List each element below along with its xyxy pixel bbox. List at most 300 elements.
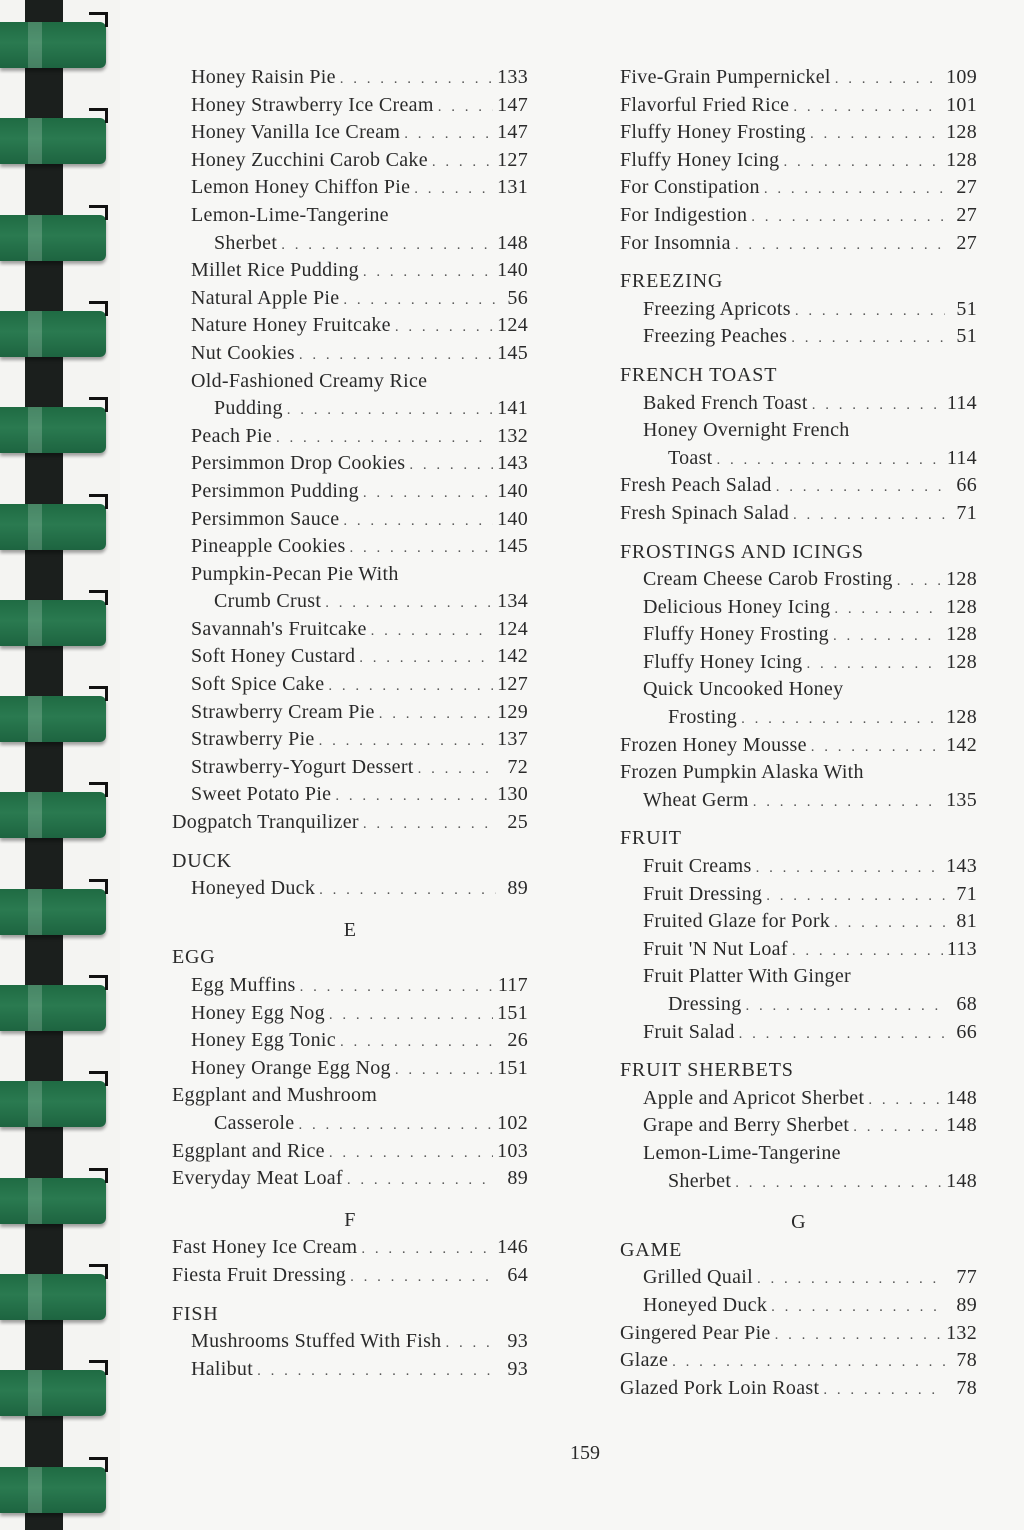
entry-title: Honey Overnight French bbox=[643, 419, 850, 442]
dot-leader bbox=[746, 993, 945, 1021]
entry-title: Honey Zucchini Carob Cake bbox=[191, 148, 428, 171]
entry-page-number: 124 bbox=[497, 314, 528, 337]
dot-leader bbox=[418, 756, 496, 784]
entry-title: Pumpkin-Pecan Pie With bbox=[191, 562, 399, 585]
entry-title: Fresh Peach Salad bbox=[620, 474, 772, 497]
entry-page-number: 135 bbox=[946, 788, 977, 811]
dot-leader bbox=[853, 1114, 942, 1142]
entry-page-number: 148 bbox=[946, 1086, 977, 1109]
index-entry bbox=[172, 809, 528, 837]
dot-leader bbox=[379, 701, 493, 729]
entry-page-number: 131 bbox=[497, 176, 528, 199]
entry-title: Nature Honey Fruitcake bbox=[191, 314, 391, 337]
entry-page-number: 77 bbox=[956, 1266, 977, 1289]
index-entry bbox=[172, 726, 528, 754]
binding-ring bbox=[0, 1178, 106, 1224]
index-entry bbox=[620, 323, 977, 351]
entry-page-number: 78 bbox=[956, 1349, 977, 1372]
entry-page-number: 142 bbox=[497, 645, 528, 668]
entry-page-number: 124 bbox=[497, 617, 528, 640]
index-entry bbox=[620, 594, 977, 622]
binding-ring bbox=[0, 985, 106, 1031]
entry-page-number: 117 bbox=[497, 974, 528, 996]
entry-title: Soft Honey Custard bbox=[191, 645, 356, 668]
entry-page-number: 78 bbox=[956, 1376, 977, 1399]
entry-title: Pudding bbox=[214, 397, 283, 420]
entry-title: Glazed Pork Loin Roast bbox=[620, 1376, 820, 1399]
dot-leader bbox=[404, 121, 493, 149]
dot-leader bbox=[363, 811, 496, 839]
dot-leader bbox=[793, 94, 942, 122]
entry-title: Toast bbox=[668, 446, 713, 469]
entry-page-number: 142 bbox=[946, 733, 977, 756]
index-entry bbox=[172, 781, 528, 809]
index-entry bbox=[172, 561, 528, 589]
dot-leader bbox=[810, 121, 942, 149]
entry-title: Quick Uncooked Honey bbox=[643, 678, 844, 701]
index-heading: DUCK bbox=[172, 849, 232, 872]
entry-title: Millet Rice Pudding bbox=[191, 259, 359, 282]
entry-title: Glaze bbox=[620, 1349, 669, 1372]
entry-title: Wheat Germ bbox=[643, 788, 749, 811]
index-entry bbox=[620, 230, 977, 258]
index-heading: FROSTINGS AND ICINGS bbox=[620, 540, 864, 563]
binding-ring bbox=[0, 311, 106, 357]
index-entry bbox=[172, 202, 528, 230]
entry-title: Dressing bbox=[668, 993, 742, 1015]
dot-leader bbox=[783, 149, 942, 177]
index-entry bbox=[620, 174, 977, 202]
index-entry bbox=[172, 119, 528, 147]
entry-title: Persimmon Pudding bbox=[191, 479, 359, 502]
entry-title: For Constipation bbox=[620, 176, 760, 199]
entry-page-number: 64 bbox=[507, 1263, 528, 1286]
entry-title: For Insomnia bbox=[620, 231, 731, 254]
dot-leader bbox=[343, 287, 496, 315]
dot-leader bbox=[811, 734, 942, 762]
binding-ring bbox=[0, 407, 106, 453]
index-heading: GAME bbox=[620, 1238, 683, 1261]
entry-title: Lemon-Lime-Tangerine bbox=[643, 1141, 841, 1164]
binding-ring bbox=[0, 696, 106, 742]
binding-ring bbox=[0, 1274, 106, 1320]
entry-page-number: 140 bbox=[497, 259, 528, 282]
entry-title: Lemon Honey Chiffon Pie bbox=[191, 176, 411, 199]
entry-title: Fluffy Honey Frosting bbox=[643, 623, 829, 646]
index-entry bbox=[172, 972, 528, 1000]
entry-page-number: 143 bbox=[946, 855, 977, 878]
dot-leader bbox=[757, 1266, 945, 1294]
entry-title: For Indigestion bbox=[620, 203, 748, 226]
entry-page-number: 128 bbox=[946, 650, 977, 673]
entry-page-number: 101 bbox=[946, 93, 977, 116]
index-entry bbox=[620, 566, 977, 594]
index-entry bbox=[620, 759, 977, 787]
dot-leader bbox=[756, 855, 943, 883]
index-entry bbox=[172, 147, 528, 175]
dot-leader bbox=[792, 938, 943, 966]
entry-page-number: 128 bbox=[946, 706, 977, 729]
dot-leader bbox=[347, 1167, 496, 1195]
index-entry bbox=[172, 1110, 528, 1138]
entry-title: Fiesta Fruit Dressing bbox=[172, 1263, 347, 1286]
entry-page-number: 127 bbox=[497, 148, 528, 171]
index-entry bbox=[620, 92, 977, 120]
entry-title: Five-Grain Pumpernickel bbox=[620, 66, 831, 88]
dot-leader bbox=[823, 1377, 945, 1405]
entry-page-number: 147 bbox=[497, 121, 528, 144]
index-entry bbox=[620, 704, 977, 732]
entry-page-number: 143 bbox=[497, 452, 528, 475]
index-entry bbox=[172, 506, 528, 534]
entry-page-number: 148 bbox=[946, 1169, 977, 1192]
entry-page-number: 27 bbox=[956, 203, 977, 226]
entry-title: Soft Spice Cake bbox=[191, 673, 325, 696]
entry-title: Strawberry Pie bbox=[191, 728, 315, 751]
dot-leader bbox=[735, 232, 945, 260]
index-entry bbox=[172, 616, 528, 644]
entry-title: Frosting bbox=[668, 706, 738, 729]
dot-leader bbox=[771, 1294, 945, 1322]
index-entry bbox=[172, 875, 528, 903]
entry-title: Honey Strawberry Ice Cream bbox=[191, 93, 434, 116]
index-entry bbox=[172, 257, 528, 285]
dot-leader bbox=[432, 149, 493, 177]
entry-title: Honey Orange Egg Nog bbox=[191, 1056, 391, 1079]
index-entry bbox=[172, 1328, 528, 1356]
entry-title: Honey Egg Nog bbox=[191, 1001, 325, 1024]
entry-page-number: 128 bbox=[946, 623, 977, 646]
entry-title: Cream Cheese Carob Frosting bbox=[643, 568, 893, 591]
dot-leader bbox=[795, 298, 945, 326]
dot-leader bbox=[445, 1330, 496, 1358]
index-entry bbox=[172, 312, 528, 340]
index-entry bbox=[620, 963, 977, 991]
index-entry bbox=[620, 202, 977, 230]
dot-leader bbox=[319, 728, 493, 756]
entry-page-number: 27 bbox=[956, 176, 977, 199]
entry-page-number: 66 bbox=[956, 1020, 977, 1043]
dot-leader bbox=[359, 645, 493, 673]
index-entry bbox=[172, 699, 528, 727]
entry-page-number: 148 bbox=[497, 231, 528, 254]
dot-leader bbox=[409, 452, 493, 480]
entry-title: Peach Pie bbox=[191, 424, 273, 447]
entry-page-number: 133 bbox=[497, 66, 528, 88]
index-entry bbox=[172, 423, 528, 451]
index-entry bbox=[620, 296, 977, 324]
dot-leader bbox=[343, 508, 493, 536]
index-entry bbox=[620, 621, 977, 649]
entry-title: Grape and Berry Sherbet bbox=[643, 1114, 850, 1137]
entry-title: Savannah's Fruitcake bbox=[191, 617, 367, 640]
dot-leader bbox=[363, 480, 493, 508]
index-entry bbox=[620, 1140, 977, 1168]
index-entry bbox=[620, 787, 977, 815]
entry-title: Fluffy Honey Icing bbox=[643, 650, 803, 673]
entry-page-number: 26 bbox=[507, 1029, 528, 1052]
entry-title: Fruit 'N Nut Loaf bbox=[643, 937, 788, 960]
entry-page-number: 127 bbox=[497, 673, 528, 696]
dot-leader bbox=[371, 618, 493, 646]
dot-leader bbox=[897, 568, 942, 596]
entry-page-number: 145 bbox=[497, 341, 528, 364]
dot-leader bbox=[287, 397, 493, 425]
entry-page-number: 151 bbox=[497, 1056, 528, 1079]
dot-leader bbox=[328, 673, 493, 701]
dot-leader bbox=[735, 1170, 942, 1198]
dot-leader bbox=[325, 590, 493, 618]
dot-leader bbox=[806, 651, 942, 679]
index-heading: EGG bbox=[172, 946, 216, 969]
index-heading: FRUIT SHERBETS bbox=[620, 1059, 794, 1082]
index-entry bbox=[620, 881, 977, 909]
entry-title: Honeyed Duck bbox=[191, 877, 316, 900]
entry-title: Sherbet bbox=[214, 231, 278, 254]
entry-title: Natural Apple Pie bbox=[191, 286, 340, 309]
index-entry bbox=[172, 174, 528, 202]
index-entry bbox=[620, 1085, 977, 1113]
index-entry bbox=[620, 472, 977, 500]
entry-page-number: 102 bbox=[497, 1111, 528, 1134]
index-heading: FISH bbox=[172, 1302, 219, 1325]
index-entry bbox=[620, 445, 977, 473]
dot-leader bbox=[751, 204, 945, 232]
entry-title: Frozen Honey Mousse bbox=[620, 733, 807, 756]
index-entry bbox=[620, 1320, 977, 1348]
dot-leader bbox=[319, 877, 496, 905]
entry-title: Halibut bbox=[191, 1357, 254, 1380]
entry-page-number: 71 bbox=[956, 501, 977, 524]
index-entry bbox=[620, 853, 977, 881]
index-entry bbox=[172, 1356, 528, 1384]
index-entry bbox=[172, 285, 528, 313]
entry-page-number: 128 bbox=[946, 595, 977, 618]
binding-ring bbox=[0, 504, 106, 550]
index-entry bbox=[620, 676, 977, 704]
entry-title: Honeyed Duck bbox=[643, 1293, 768, 1316]
entry-title: Dogpatch Tranquilizer bbox=[172, 811, 359, 834]
index-entry bbox=[172, 92, 528, 120]
index-entry bbox=[172, 230, 528, 258]
entry-title: Strawberry Cream Pie bbox=[191, 700, 375, 723]
entry-title: Baked French Toast bbox=[643, 391, 808, 414]
dot-leader bbox=[300, 974, 494, 1002]
entry-title: Old-Fashioned Creamy Rice bbox=[191, 369, 428, 392]
entry-page-number: 129 bbox=[497, 700, 528, 723]
dot-leader bbox=[350, 535, 494, 563]
index-entry bbox=[620, 732, 977, 760]
index-entry bbox=[172, 340, 528, 368]
index-entry bbox=[172, 1262, 528, 1290]
entry-title: Crumb Crust bbox=[214, 590, 322, 613]
dot-leader bbox=[350, 1264, 496, 1292]
index-entry bbox=[620, 1347, 977, 1375]
binding-ring bbox=[0, 600, 106, 646]
dot-leader bbox=[361, 1236, 493, 1264]
index-letter: E bbox=[343, 918, 357, 941]
index-entry bbox=[172, 671, 528, 699]
dot-leader bbox=[775, 1322, 942, 1350]
entry-page-number: 51 bbox=[956, 297, 977, 320]
dot-leader bbox=[395, 314, 493, 342]
index-entry bbox=[620, 1375, 977, 1403]
entry-page-number: 137 bbox=[497, 728, 528, 751]
entry-page-number: 128 bbox=[946, 121, 977, 144]
dot-leader bbox=[812, 392, 943, 420]
entry-title: Flavorful Fried Rice bbox=[620, 93, 790, 116]
entry-title: Persimmon Drop Cookies bbox=[191, 452, 406, 475]
entry-title: Frozen Pumpkin Alaska With bbox=[620, 761, 864, 784]
dot-leader bbox=[257, 1358, 496, 1386]
entry-page-number: 134 bbox=[497, 590, 528, 613]
dot-leader bbox=[739, 1021, 945, 1049]
entry-page-number: 72 bbox=[507, 755, 528, 778]
dot-leader bbox=[868, 1087, 942, 1115]
index-entry bbox=[172, 368, 528, 396]
entry-page-number: 93 bbox=[507, 1357, 528, 1380]
entry-page-number: 68 bbox=[956, 993, 977, 1015]
entry-page-number: 81 bbox=[956, 910, 977, 933]
binding-ring bbox=[0, 118, 106, 164]
entry-page-number: 140 bbox=[497, 507, 528, 530]
index-entry bbox=[172, 1138, 528, 1166]
index-entry bbox=[172, 450, 528, 478]
entry-title: Honey Egg Tonic bbox=[191, 1029, 336, 1052]
entry-page-number: 66 bbox=[956, 474, 977, 497]
entry-title: Freezing Apricots bbox=[643, 297, 791, 320]
binding-ring bbox=[0, 889, 106, 935]
dot-leader bbox=[298, 1112, 493, 1140]
index-entry bbox=[620, 908, 977, 936]
entry-title: Fast Honey Ice Cream bbox=[172, 1236, 358, 1259]
entry-title: Delicious Honey Icing bbox=[643, 595, 831, 618]
binding-ring bbox=[0, 22, 106, 68]
entry-page-number: 132 bbox=[497, 424, 528, 447]
dot-leader bbox=[281, 232, 493, 260]
index-letter: F bbox=[344, 1208, 356, 1231]
index-entry bbox=[172, 395, 528, 423]
entry-page-number: 89 bbox=[507, 1167, 528, 1190]
dot-leader bbox=[766, 883, 945, 911]
dot-leader bbox=[340, 1029, 496, 1057]
index-heading: FRUIT bbox=[620, 827, 682, 850]
index-column-right bbox=[620, 64, 977, 1402]
dot-leader bbox=[329, 1140, 493, 1168]
entry-title: Eggplant and Rice bbox=[172, 1139, 325, 1162]
entry-page-number: 25 bbox=[507, 811, 528, 834]
dot-leader bbox=[414, 176, 493, 204]
entry-title: Mushrooms Stuffed With Fish bbox=[191, 1330, 442, 1353]
dot-leader bbox=[833, 623, 942, 651]
dot-leader bbox=[395, 1057, 493, 1085]
entry-page-number: 128 bbox=[946, 148, 977, 171]
entry-title: Sweet Potato Pie bbox=[191, 783, 332, 806]
index-entry bbox=[620, 1112, 977, 1140]
binding-ring bbox=[0, 1467, 106, 1513]
entry-page-number: 140 bbox=[497, 479, 528, 502]
index-entry bbox=[172, 64, 528, 92]
entry-page-number: 56 bbox=[507, 286, 528, 309]
page-number: 159 bbox=[570, 1442, 600, 1464]
entry-page-number: 151 bbox=[497, 1001, 528, 1024]
entry-title: Eggplant and Mushroom bbox=[172, 1084, 378, 1107]
index-entry bbox=[172, 588, 528, 616]
dot-leader bbox=[834, 910, 945, 938]
binding-ring bbox=[0, 792, 106, 838]
binding-ring bbox=[0, 215, 106, 261]
entry-page-number: 71 bbox=[956, 882, 977, 905]
entry-title: Pineapple Cookies bbox=[191, 535, 346, 558]
entry-title: Strawberry-Yogurt Dessert bbox=[191, 755, 414, 778]
index-entry bbox=[172, 1165, 528, 1193]
entry-page-number: 145 bbox=[497, 535, 528, 558]
entry-page-number: 147 bbox=[497, 93, 528, 116]
entry-page-number: 89 bbox=[956, 1293, 977, 1316]
entry-page-number: 114 bbox=[946, 446, 977, 469]
entry-page-number: 130 bbox=[497, 783, 528, 806]
dot-leader bbox=[335, 783, 493, 811]
dot-leader bbox=[741, 706, 942, 734]
entry-title: Honey Vanilla Ice Cream bbox=[191, 121, 401, 144]
dot-leader bbox=[276, 425, 493, 453]
entry-title: Fluffy Honey Frosting bbox=[620, 121, 806, 144]
entry-page-number: 128 bbox=[946, 568, 977, 591]
index-entry bbox=[172, 1082, 528, 1110]
entry-title: Fluffy Honey Icing bbox=[620, 148, 780, 171]
entry-page-number: 146 bbox=[497, 1236, 528, 1259]
index-entry bbox=[620, 1292, 977, 1320]
entry-title: Gingered Pear Pie bbox=[620, 1321, 771, 1344]
entry-page-number: 103 bbox=[497, 1139, 528, 1162]
dot-leader bbox=[793, 502, 945, 530]
index-entry bbox=[620, 936, 977, 964]
entry-title: Nut Cookies bbox=[191, 341, 295, 364]
index-heading: FREEZING bbox=[620, 270, 724, 293]
entry-title: Freezing Peaches bbox=[643, 325, 788, 348]
index-entry bbox=[620, 390, 977, 418]
entry-page-number: 141 bbox=[497, 397, 528, 420]
index-entry bbox=[620, 64, 977, 92]
dot-leader bbox=[672, 1349, 945, 1377]
index-column-left bbox=[172, 64, 528, 1383]
dot-leader bbox=[329, 1002, 493, 1030]
index-entry bbox=[620, 1264, 977, 1292]
entry-page-number: 148 bbox=[946, 1114, 977, 1137]
dot-leader bbox=[834, 596, 942, 624]
index-entry bbox=[172, 533, 528, 561]
index-entry bbox=[172, 1055, 528, 1083]
entry-title: Fresh Spinach Salad bbox=[620, 501, 790, 524]
entry-title: Fruit Dressing bbox=[643, 882, 763, 905]
index-heading: FRENCH TOAST bbox=[620, 363, 778, 386]
entry-page-number: 93 bbox=[507, 1330, 528, 1353]
entry-page-number: 27 bbox=[956, 231, 977, 254]
dot-leader bbox=[791, 325, 945, 353]
index-entry bbox=[620, 1168, 977, 1196]
dot-leader bbox=[438, 94, 493, 122]
index-entry bbox=[620, 649, 977, 677]
entry-page-number: 51 bbox=[956, 325, 977, 348]
entry-title: Grilled Quail bbox=[643, 1266, 753, 1289]
index-entry bbox=[620, 417, 977, 445]
dot-leader bbox=[835, 66, 942, 94]
dot-leader bbox=[299, 342, 493, 370]
entry-page-number: 109 bbox=[946, 66, 977, 88]
index-entry bbox=[620, 1019, 977, 1047]
entry-title: Fruited Glaze for Pork bbox=[643, 910, 831, 933]
index-entry bbox=[172, 478, 528, 506]
